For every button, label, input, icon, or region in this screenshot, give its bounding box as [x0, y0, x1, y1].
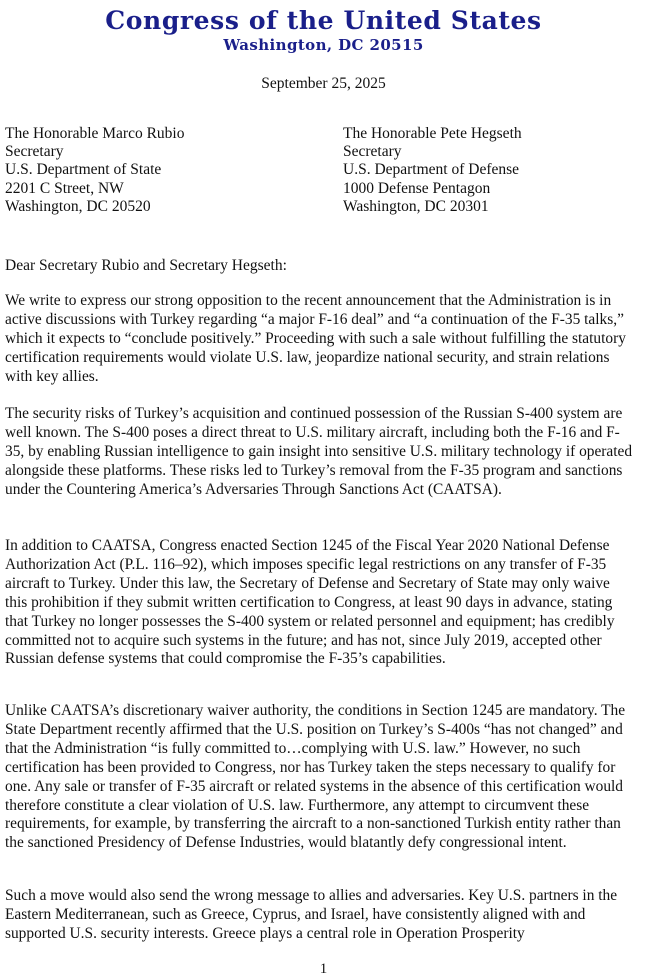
recipient-address-hegseth	[343, 125, 522, 216]
letterhead-title: Congress of the United States	[105, 6, 542, 35]
letterhead	[0, 6, 647, 55]
recipient-department: U.S. Department of Defense	[343, 161, 520, 179]
body-paragraph: We write to express our strong opposition to the recent announcement that the Administration is in active discussions with Turkey regarding “a major F-16 deal” and “a continuation of the F-35 talks,” which it expects to “conclude positively.” Proceeding with such a sale without fulfilling the statutory certification requirements would violate U.S. law, jeopardize national security, and strain relations with key allies.	[5, 292, 626, 385]
body-paragraph: Such a move would also send the wrong message to allies and adversaries. Key U.S. partners in the Eastern Mediterranean, such as Greece, Cyprus, and Israel, have consistently aligned with and supported U.S. security interests. Greece plays a central role in Operation Prosperity	[5, 887, 618, 942]
recipient-street: 2201 C Street, NW	[5, 179, 124, 197]
recipient-title: Secretary	[5, 143, 64, 161]
recipient-city: Washington, DC 20520	[5, 197, 151, 215]
page-number: 1	[319, 961, 328, 977]
recipient-department: U.S. Department of State	[5, 161, 162, 179]
recipient-address-rubio	[5, 125, 185, 216]
body-paragraph: Unlike CAATSA’s discretionary waiver authority, the conditions in Section 1245 are mandatory. The State Department recently affirmed that the U.S. position on Turkey’s S-400s “has not changed” and that the Administration “is fully committed to…complying with U.S. law.” However, no such certification has been provided to Congress, nor has Turkey taken the steps necessary to qualify for one. Any sale or transfer of F-35 aircraft or related systems in the absence of this certification would therefore constitute a clear violation of U.S. law. Furthermore, any attempt to circumvent these requirements, for example, by transferring the aircraft to a non-sanctioned Turkish entity rather than the sanctioned Presidency of Defense Industries, would blatantly defy congressional intent.	[5, 702, 626, 852]
recipient-name: The Honorable Marco Rubio	[5, 125, 185, 142]
body-paragraph: The security risks of Turkey’s acquisition and continued possession of the Russian S-400 system are well known. The S-400 poses a direct threat to U.S. military aircraft, including both the F-16 and F-35, by enabling Russian intelligence to gain insight into sensitive U.S. military technology if operated alongside these platforms. These risks led to Turkey’s removal from the F-35 program and sanctions under the Countering America’s Adversaries Through Sanctions Act (CAATSA).	[5, 405, 633, 498]
recipient-street: 1000 Defense Pentagon	[343, 179, 491, 197]
recipient-city: Washington, DC 20301	[343, 197, 489, 215]
letterhead-subtitle: Washington, DC 20515	[223, 36, 424, 54]
body-paragraph: In addition to CAATSA, Congress enacted Section 1245 of the Fiscal Year 2020 National Defense Authorization Act (P.L. 116–92), which imposes specific legal restrictions on any transfer of F-35 aircraft to Turkey. Under this law, the Secretary of Defense and Secretary of State may only waive this prohibition if they submit written certification to Congress, at least 90 days in advance, stating that Turkey no longer possesses the S-400 system or related personnel and equipment; has credibly committed not to acquire such systems in the future; and has not, since July 2019, accepted other Russian defense systems that could compromise the F-35’s capabilities.	[5, 537, 615, 668]
salutation: Dear Secretary Rubio and Secretary Hegseth:	[5, 257, 287, 274]
recipient-name: The Honorable Pete Hegseth	[343, 125, 522, 142]
letter-date: September 25, 2025	[261, 75, 386, 92]
recipient-title: Secretary	[343, 143, 402, 161]
